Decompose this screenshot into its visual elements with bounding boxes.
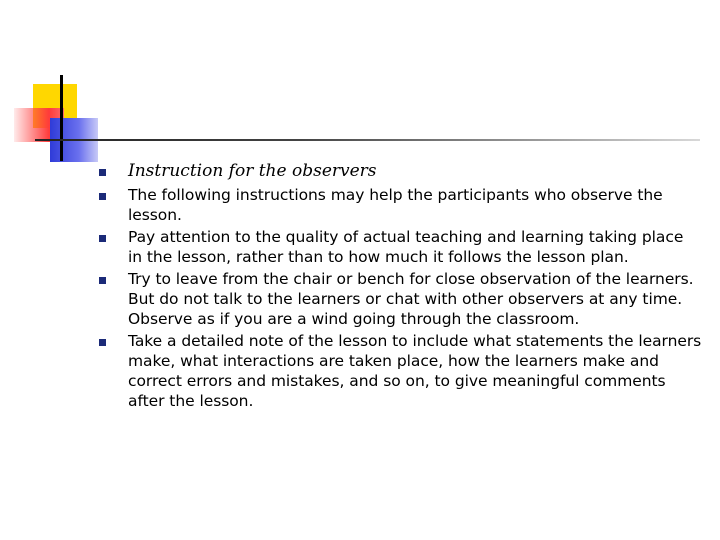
- list-item-text: Take a detailed note of the lesson to include what statements the learners make, what interactions are taken place, how the learners make and correct errors and mistakes, and so on, to give meaningful comments after the lesson.: [128, 332, 702, 410]
- list-item-text: Pay attention to the quality of actual teaching and learning taking place in the lesson, rather than to how much it follows the lesson plan.: [128, 228, 684, 266]
- title-divider-line: [35, 139, 700, 141]
- square-bullet-icon: [99, 193, 106, 200]
- list-item-text: Try to leave from the chair or bench for close observation of the learners. But do not talk to the learners or chat with other observers at any time. Observe as if you are a wind going through the classroom.: [128, 270, 694, 328]
- list-item: [92, 227, 702, 267]
- square-bullet-icon: [99, 169, 106, 176]
- square-bullet-icon: [99, 339, 106, 346]
- list-item-heading: [92, 160, 702, 182]
- list-item-text: The following instructions may help the participants who observe the lesson.: [128, 186, 663, 224]
- slide-heading: Instruction for the observers: [128, 161, 377, 181]
- list-item: [92, 185, 702, 225]
- square-bullet-icon: [99, 235, 106, 242]
- decor-vertical-line: [60, 75, 63, 161]
- list-item: [92, 269, 702, 329]
- square-bullet-icon: [99, 277, 106, 284]
- bullet-list: [92, 160, 702, 413]
- list-item: [92, 331, 702, 411]
